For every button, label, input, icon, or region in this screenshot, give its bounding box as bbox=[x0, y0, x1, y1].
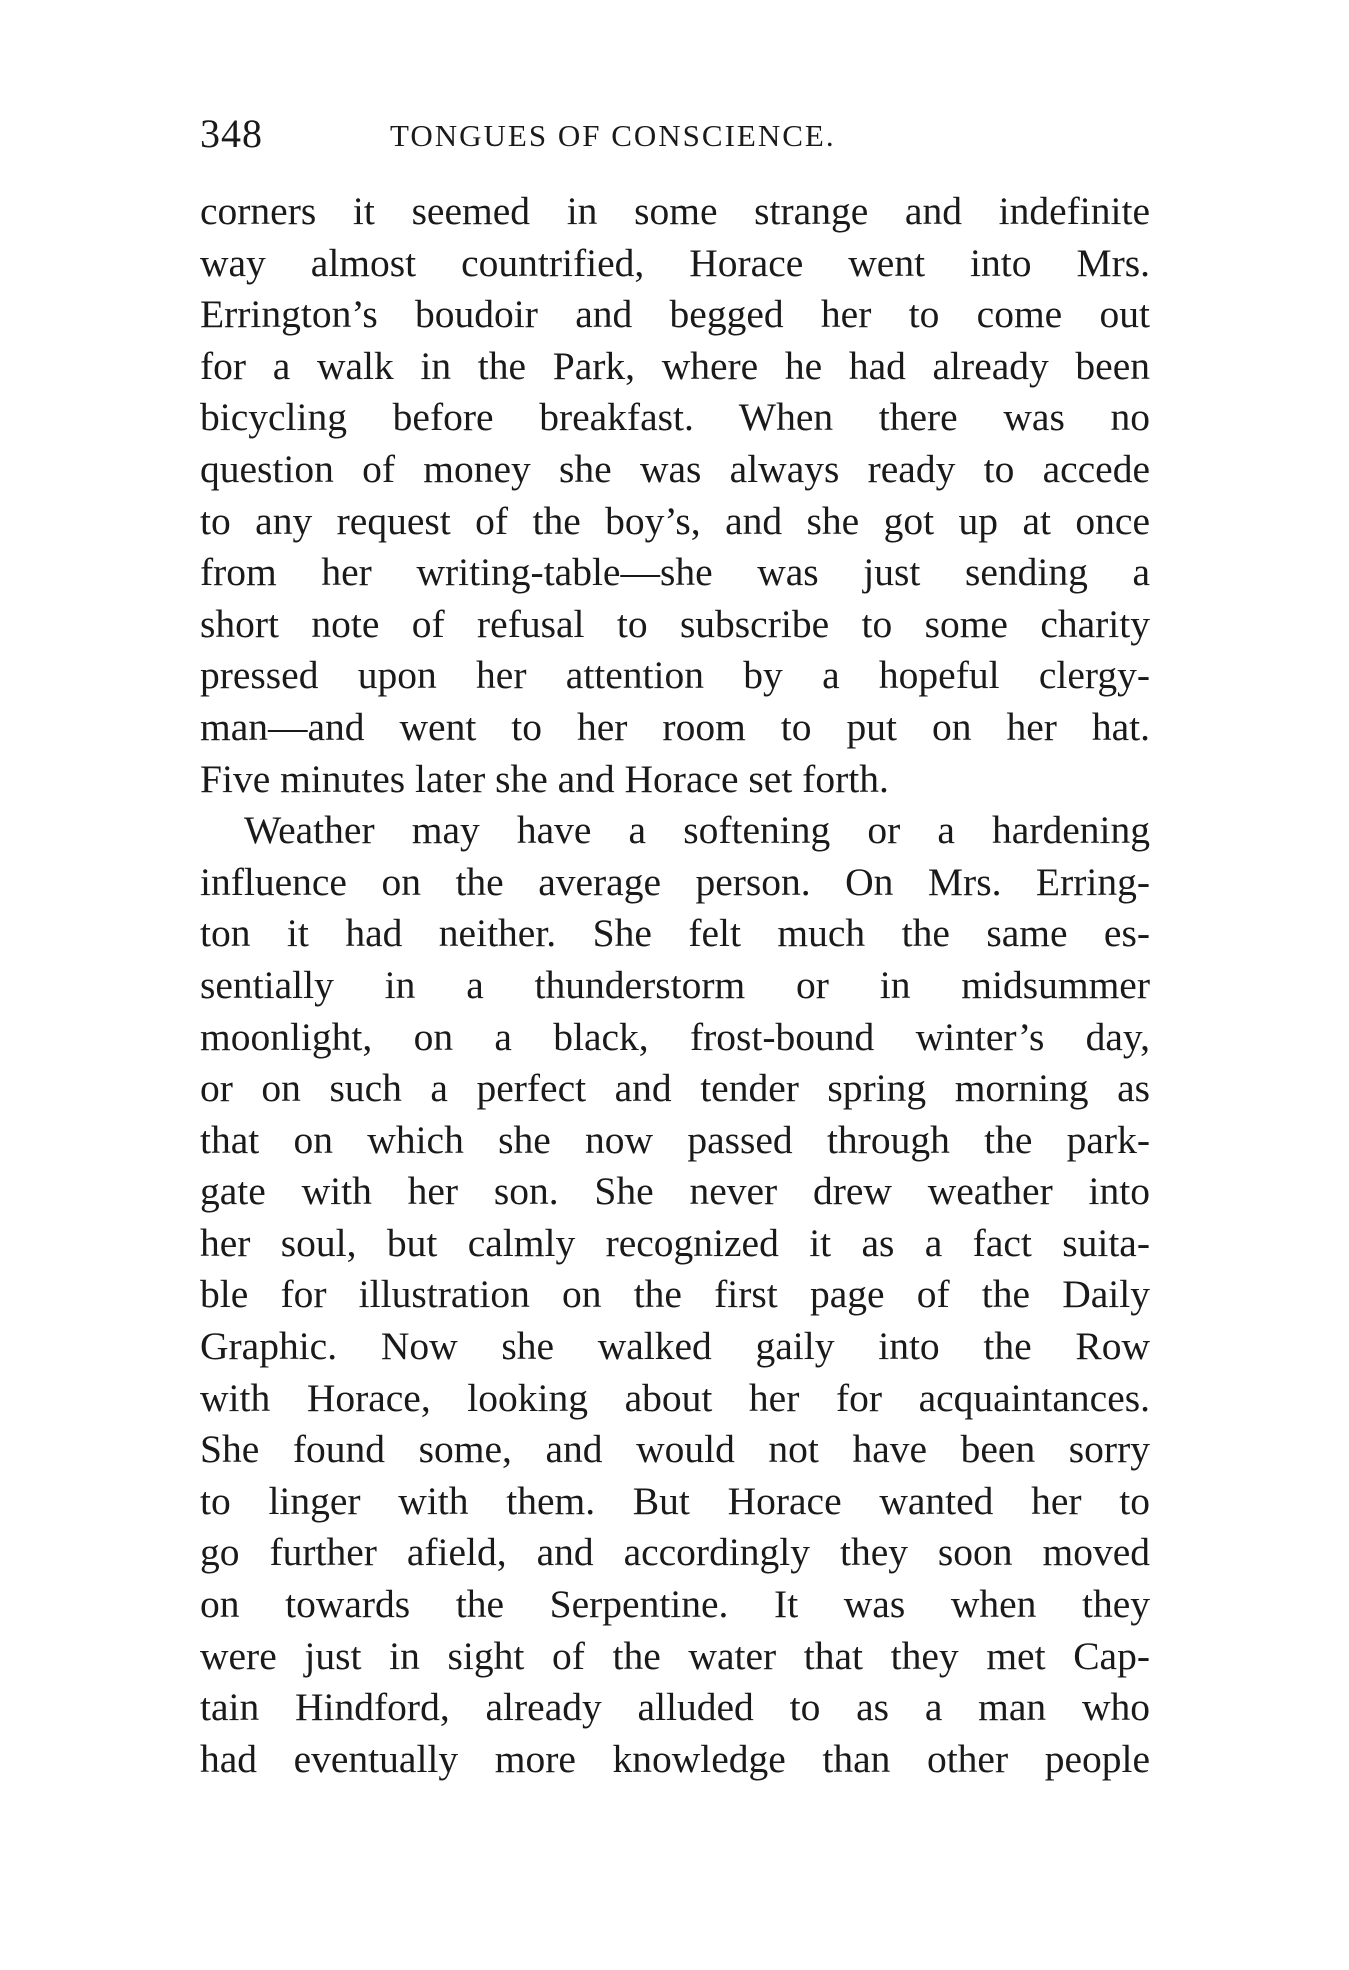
text-line: her soul, but calmly recognized it as a fact suita- bbox=[200, 1220, 1150, 1265]
text-line: way almost countrified, Horace went into Mrs. bbox=[200, 240, 1150, 285]
text-line: man—and went to her room to put on her hat. bbox=[200, 704, 1150, 749]
text-line: gate with her son. She never drew weather into bbox=[200, 1169, 1150, 1214]
text-line: Errington’s boudoir and begged her to come out bbox=[200, 292, 1150, 337]
running-head bbox=[200, 104, 1150, 164]
text-line: to linger with them. But Horace wanted her to bbox=[200, 1478, 1150, 1523]
text-line: ton it had neither. She felt much the same es- bbox=[200, 911, 1150, 956]
text-line: had eventually more knowledge than other people bbox=[200, 1736, 1150, 1781]
text-line: on towards the Serpentine. It was when they bbox=[200, 1582, 1150, 1627]
text-line: question of money she was always ready to accede bbox=[200, 446, 1150, 491]
text-line: bicycling before breakfast. When there was no bbox=[200, 395, 1150, 440]
paragraph-1 bbox=[200, 186, 1150, 805]
page-number: 348 bbox=[200, 111, 263, 156]
text-line: to any request of the boy’s, and she got up at once bbox=[200, 498, 1150, 543]
text-line: short note of refusal to subscribe to some charity bbox=[200, 601, 1150, 646]
text-line: sentially in a thunderstorm or in midsummer bbox=[200, 962, 1150, 1007]
text-line: tain Hindford, already alluded to as a man who bbox=[200, 1685, 1150, 1730]
text-line: She found some, and would not have been sorry bbox=[200, 1427, 1150, 1472]
paragraph-2 bbox=[200, 805, 1150, 1785]
text-line: Five minutes later she and Horace set forth. bbox=[200, 756, 889, 801]
text-line: pressed upon her attention by a hopeful clergy- bbox=[200, 653, 1150, 698]
text-line: were just in sight of the water that they met Cap- bbox=[200, 1633, 1150, 1678]
text-line: corners it seemed in some strange and indefinite bbox=[200, 189, 1150, 233]
text-line: from her writing-table—she was just sending a bbox=[200, 550, 1150, 595]
text-line: go further afield, and accordingly they soon moved bbox=[200, 1530, 1150, 1575]
text-line: or on such a perfect and tender spring morning as bbox=[200, 1066, 1150, 1111]
text-line: Weather may have a softening or a hardening bbox=[244, 808, 1150, 853]
text-line: influence on the average person. On Mrs. Erring- bbox=[200, 859, 1150, 904]
text-line: moonlight, on a black, frost-bound winter’s day, bbox=[200, 1014, 1150, 1059]
body-text bbox=[200, 186, 1150, 1785]
text-line: with Horace, looking about her for acquaintances. bbox=[200, 1375, 1150, 1420]
running-head-title: TONGUES OF CONSCIENCE. bbox=[390, 118, 836, 153]
text-line: Graphic. Now she walked gaily into the Row bbox=[200, 1324, 1150, 1369]
text-line: for a walk in the Park, where he had already been bbox=[200, 343, 1150, 388]
text-line: ble for illustration on the first page of the Daily bbox=[200, 1272, 1150, 1317]
text-line: that on which she now passed through the park- bbox=[200, 1117, 1150, 1162]
